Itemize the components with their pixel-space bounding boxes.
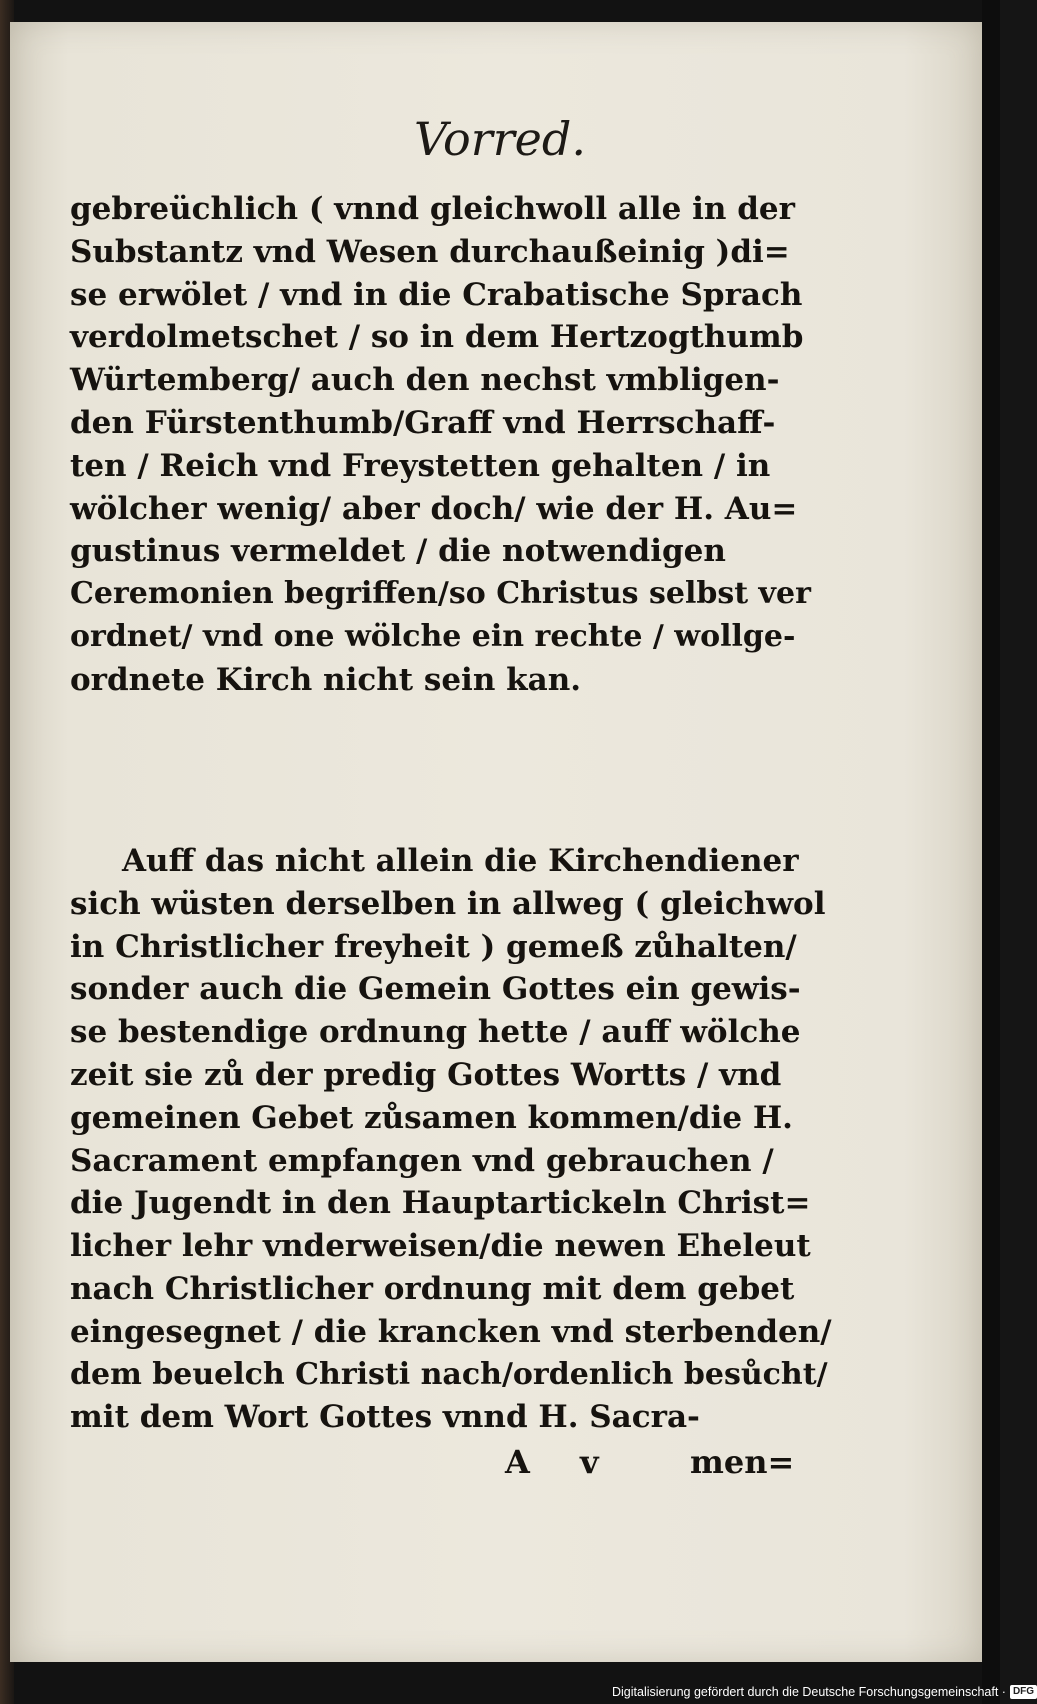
digitization-credit bbox=[612, 1683, 1035, 1701]
text-line: gebreüchlich ( vnnd gleichwoll alle in der bbox=[70, 191, 795, 227]
text-line: gustinus vermeldet / die notwendigen bbox=[70, 533, 726, 570]
text-line: se bestendige ordnung hette / auff wölche bbox=[70, 1014, 801, 1051]
right-edge bbox=[982, 0, 1000, 1704]
paragraph-1 bbox=[70, 188, 811, 702]
text-line: Sacrament empfangen vnd gebrauchen / bbox=[70, 1142, 774, 1179]
paragraph-2 bbox=[70, 840, 832, 1439]
signature-letter: A bbox=[505, 1443, 530, 1481]
text-line: ordnet/ vnd one wölche ein rechte / wollge- bbox=[70, 618, 796, 654]
text-line: ordnete Kirch nicht sein kan. bbox=[70, 661, 582, 698]
text-line: eingesegnet / die krancken vnd sterbenden/ bbox=[70, 1313, 832, 1350]
text-line: Auff das nicht allein die Kirchendiener bbox=[122, 843, 799, 879]
text-line: se erwölet / vnd in die Crabatische Sprach bbox=[70, 276, 803, 313]
text-line: die Jugendt in den Hauptartickeln Christ= bbox=[70, 1185, 811, 1222]
text-line: licher lehr vnderweisen/die newen Eheleut bbox=[70, 1228, 811, 1265]
text-line: verdolmetschet / so in dem Hertzogthumb bbox=[70, 319, 804, 356]
text-line: Würtemberg/ auch den nechst vmbligen- bbox=[70, 362, 780, 399]
text-line: wölcher wenig/ aber doch/ wie der H. Au= bbox=[70, 490, 798, 527]
text-line: gemeinen Gebet zůsamen kommen/die H. bbox=[70, 1099, 793, 1136]
dfg-logo: DFG bbox=[1010, 1685, 1037, 1699]
text-line: zeit sie zů der predig Gottes Wortts / vnd bbox=[70, 1056, 782, 1093]
text-line: sonder auch die Gemein Gottes ein gewis- bbox=[70, 971, 801, 1008]
text-line: ten / Reich vnd Freystetten gehalten / in bbox=[70, 447, 771, 484]
page-heading: Vorred. bbox=[414, 112, 586, 166]
catchword: men= bbox=[690, 1443, 795, 1481]
text-line: nach Christlicher ordnung mit dem gebet bbox=[70, 1270, 795, 1307]
text-line: in Christlicher freyheit ) gemeß zůhalten/ bbox=[70, 928, 797, 965]
signature-number: v bbox=[580, 1443, 599, 1481]
text-line: Ceremonien begriffen/so Christus selbst ver bbox=[70, 576, 811, 612]
text-line: Substantz vnd Wesen durchaußeinig )di= bbox=[70, 233, 790, 270]
text-line: dem beuelch Christi nach/ordenlich besůcht/ bbox=[70, 1356, 828, 1392]
text-line: den Fürstenthumb/Graff vnd Herrschaff- bbox=[70, 404, 776, 441]
signature-catchword bbox=[500, 1443, 795, 1489]
credit-text: Digitalisierung gefördert durch die Deutsche Forschungsgemeinschaft · bbox=[612, 1685, 1006, 1699]
text-line: sich wüsten derselben in allweg ( gleichwol bbox=[70, 885, 826, 922]
text-line: mit dem Wort Gottes vnnd H. Sacra- bbox=[70, 1399, 700, 1436]
